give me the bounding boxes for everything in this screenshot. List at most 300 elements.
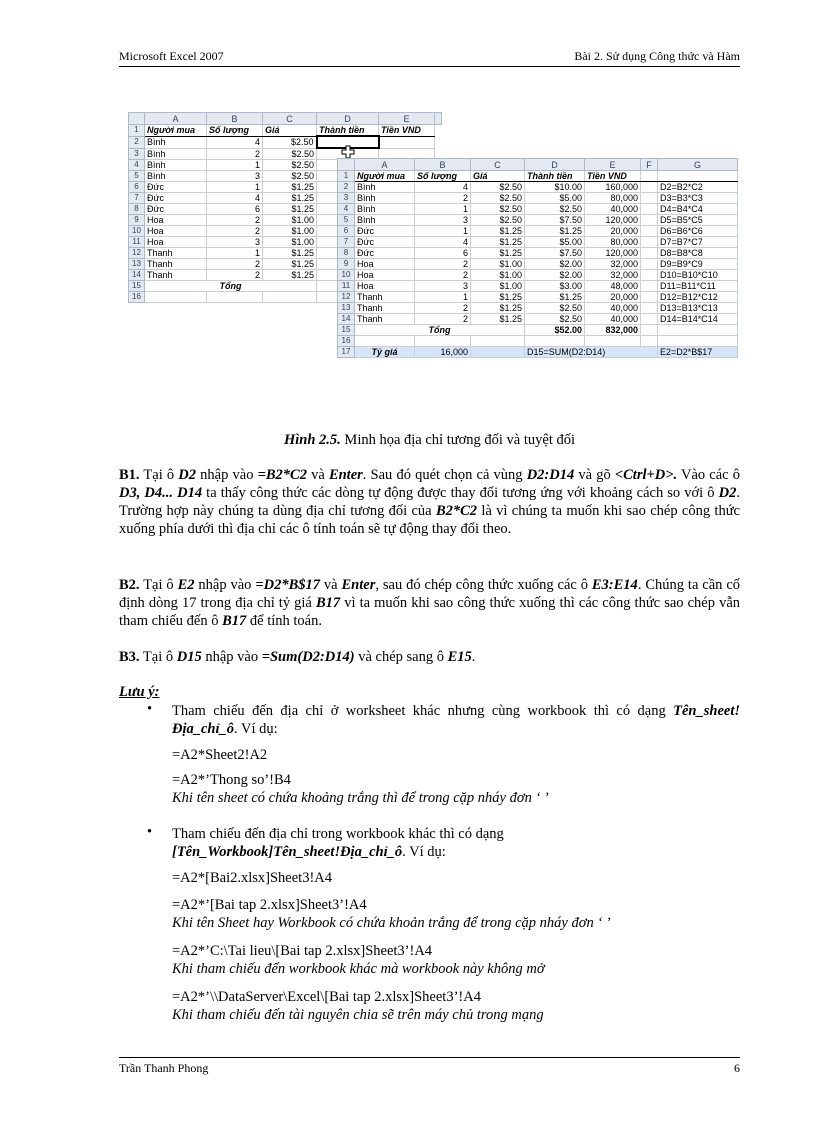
bullet2-tail: . Ví dụ: (402, 844, 446, 860)
column-header[interactable]: F (641, 159, 658, 171)
sheet-cell[interactable] (641, 215, 658, 226)
sheet-cell[interactable] (641, 193, 658, 204)
sheet-cell[interactable]: $2.50 (525, 314, 585, 325)
example-1: =A2*Sheet2!A2 (172, 747, 268, 763)
sheet-cell[interactable]: $52.00 (525, 325, 585, 336)
sheet-cell[interactable]: 1 (415, 226, 471, 237)
column-header (435, 113, 442, 125)
sheet-cell[interactable] (207, 292, 263, 303)
sheet-cell[interactable]: $1.25 (263, 193, 317, 204)
sheet-cell[interactable]: 1 (207, 248, 263, 259)
row-header[interactable]: 7 (129, 193, 145, 204)
sheet-cell[interactable]: $2.50 (263, 171, 317, 182)
b1-text: . Sau đó quét chọn cả vùng (362, 467, 527, 483)
row-header[interactable]: 4 (338, 204, 355, 215)
sheet-cell[interactable]: $7.50 (525, 215, 585, 226)
b2-cell: B17 (222, 613, 247, 629)
row-header[interactable]: 8 (129, 204, 145, 215)
sheet-cell[interactable]: 20,000 (585, 226, 641, 237)
b1-label: B1. (119, 467, 140, 483)
sheet-cell[interactable]: $1.25 (471, 292, 525, 303)
step-b2 (119, 576, 740, 630)
sheet-cell[interactable]: $2.50 (471, 182, 525, 193)
row-header[interactable]: 11 (338, 281, 355, 292)
sheet-cell[interactable]: $7.50 (525, 248, 585, 259)
example-note-1: Khi tên sheet có chứa khoảng trắng thì để trong cặp nháy đơn ‘ ’ (172, 790, 549, 806)
sheet-cell[interactable]: 2 (415, 270, 471, 281)
sheet-cell[interactable]: Đức (145, 182, 207, 193)
sheet-cell[interactable]: $1.25 (263, 259, 317, 270)
row-header[interactable]: 13 (338, 303, 355, 314)
sheet-cell[interactable]: D13=B13*C13 (658, 303, 738, 314)
sheet-cell[interactable]: E2=D2*B$17 (658, 347, 738, 358)
sheet-row (338, 347, 738, 358)
header-right: Bài 2. Sử dụng Công thức và Hàm (574, 49, 740, 63)
select-all-corner[interactable] (129, 113, 145, 125)
sheet-cell[interactable]: Tổng (145, 281, 317, 292)
row-header[interactable]: 6 (338, 226, 355, 237)
b1-cell: D2 (178, 467, 197, 483)
sheet-cell[interactable] (641, 281, 658, 292)
column-header[interactable]: E (379, 113, 435, 125)
b2-text: vì ta muốn khi sao công thức xuống thì các công thức sao chép vẫn tham chiếu đến ô (119, 595, 741, 629)
sheet-cell[interactable]: 832,000 (585, 325, 641, 336)
sheet-cell[interactable]: 2 (207, 270, 263, 281)
sheet-cell[interactable]: Tỷ giá (355, 347, 415, 358)
row-header[interactable]: 1 (338, 171, 355, 182)
sheet-cell[interactable]: D10=B10*C10 (658, 270, 738, 281)
row-header[interactable]: 1 (129, 125, 145, 137)
sheet-cell[interactable]: 2 (415, 193, 471, 204)
column-header[interactable]: D (317, 113, 379, 125)
sheet-cell[interactable]: $1.00 (471, 270, 525, 281)
b2-formula: =D2*B$17 (255, 577, 320, 593)
caption-text: Minh họa địa chỉ tương đối và tuyệt đối (340, 432, 575, 448)
sheet-cell[interactable] (641, 182, 658, 193)
row-header[interactable]: 14 (338, 314, 355, 325)
sheet-cell[interactable]: D6=B6*C6 (658, 226, 738, 237)
b1-formula: =B2*C2 (257, 467, 307, 483)
sheet-cell[interactable]: Thanh (145, 259, 207, 270)
sheet-row (338, 314, 738, 325)
sheet-cell[interactable]: 80,000 (585, 237, 641, 248)
sheet-cell[interactable] (641, 303, 658, 314)
select-all-corner[interactable] (338, 159, 355, 171)
sheet-cell[interactable]: 160,000 (585, 182, 641, 193)
sheet-cell[interactable]: $2.50 (525, 204, 585, 215)
sheet-cell[interactable] (415, 336, 471, 347)
sheet-cell[interactable]: $1.25 (525, 292, 585, 303)
b3-text: Tại ô (139, 649, 177, 665)
sheet-cell[interactable]: Đức (145, 204, 207, 215)
row-header[interactable]: 13 (129, 259, 145, 270)
sheet-cell[interactable]: Hoa (145, 215, 207, 226)
sheet-row (338, 215, 738, 226)
sheet-cell[interactable]: Người mua (145, 125, 207, 137)
sheet-row (338, 171, 738, 182)
sheet-cell[interactable]: 3 (415, 281, 471, 292)
sheet-cell[interactable]: Bình (145, 171, 207, 182)
b1-range: D2:D14 (526, 467, 575, 483)
column-header[interactable]: E (585, 159, 641, 171)
sheet-row (338, 193, 738, 204)
sheet-cell[interactable] (641, 292, 658, 303)
row-header[interactable]: 16 (338, 336, 355, 347)
sheet-cell[interactable]: Thanh (145, 248, 207, 259)
sheet-cell[interactable]: $1.25 (263, 270, 317, 281)
sheet-cell[interactable]: Bình (145, 160, 207, 171)
sheet-cell[interactable]: Đức (145, 193, 207, 204)
b1-text: Vào các ô (677, 467, 741, 483)
sheet-cell[interactable]: 3 (207, 171, 263, 182)
sheet-cell[interactable]: Tổng (355, 325, 525, 336)
sheet-cell[interactable]: 2 (207, 215, 263, 226)
sheet-cell[interactable] (641, 325, 658, 336)
caption-label: Hình 2.5. (283, 432, 341, 448)
sheet-cell[interactable] (641, 336, 658, 347)
note-title: Lưu ý: (119, 684, 160, 700)
sheet-cell[interactable]: $1.00 (471, 259, 525, 270)
b1-text: và gõ (574, 467, 615, 483)
sheet-cell[interactable]: $1.00 (471, 281, 525, 292)
example-note-4: Khi tham chiếu đến tài nguyên chia sẽ trên máy chủ trong mạng (172, 1007, 544, 1023)
row-header[interactable]: 10 (129, 226, 145, 237)
sheet-cell[interactable]: 1 (207, 182, 263, 193)
sheet-row (338, 270, 738, 281)
sheet-cell[interactable]: $3.00 (525, 281, 585, 292)
sheet-cell[interactable]: Giá (263, 125, 317, 137)
sheet-cell[interactable]: $2.50 (263, 148, 317, 160)
row-header[interactable]: 5 (129, 171, 145, 182)
sheet-cell[interactable]: Số lượng (207, 125, 263, 137)
bullet1-form: Tên_sheet!Địa_chỉ_ô (172, 703, 740, 737)
sheet-cell[interactable]: Người mua (355, 171, 415, 182)
b3-text: và chép sang ô (354, 649, 448, 665)
b1-text: và (306, 467, 329, 483)
example-note-3: Khi tham chiếu đến workbook khác mà workbook này không mở (172, 961, 545, 977)
sheet-cell[interactable]: $1.25 (471, 314, 525, 325)
sheet-cell[interactable]: D4=B4*C4 (658, 204, 738, 215)
b2-text: Tại ô (139, 577, 178, 593)
sheet-cell[interactable]: Bình (145, 136, 207, 148)
sheet-cell[interactable]: 2 (207, 148, 263, 160)
sheet-cell[interactable]: 20,000 (585, 292, 641, 303)
sheet-cell[interactable] (641, 259, 658, 270)
row-header[interactable]: 3 (338, 193, 355, 204)
sheet-cell[interactable]: 16,000 (415, 347, 471, 358)
b1-text: là vì chúng ta muốn khi sao chép công thức xuống phía dưới thì địa chỉ các ô tính toán sẽ tự động thay đổi theo. (119, 503, 740, 537)
row-header[interactable]: 2 (129, 136, 145, 148)
sheet-cell[interactable]: Thanh (355, 303, 415, 314)
sheet-cell[interactable] (585, 336, 641, 347)
sheet-row (338, 182, 738, 193)
row-header[interactable]: 17 (338, 347, 355, 358)
column-header-row (129, 113, 442, 125)
sheet-cell[interactable]: Bình (145, 148, 207, 160)
sheet-cell[interactable]: $2.50 (263, 160, 317, 171)
sheet-cell[interactable] (471, 336, 525, 347)
example-6: =A2*’\\DataServer\Excel\[Bai tap 2.xlsx]Sheet3’!A4 (172, 989, 481, 1005)
b1-cell: D2 (718, 485, 737, 501)
sheet-cell[interactable]: 2 (415, 259, 471, 270)
bullet-icon: • (147, 824, 153, 840)
column-header[interactable]: C (471, 159, 525, 171)
sheet-cell[interactable]: D3=B3*C3 (658, 193, 738, 204)
sheet-cell[interactable]: 120,000 (585, 215, 641, 226)
column-header[interactable]: G (658, 159, 738, 171)
row-header[interactable]: 4 (129, 160, 145, 171)
sheet-cell[interactable]: $2.50 (471, 193, 525, 204)
row-header[interactable]: 7 (338, 237, 355, 248)
sheet-cell[interactable] (263, 292, 317, 303)
sheet-cell[interactable]: Đức (355, 237, 415, 248)
sheet-cell[interactable]: D11=B11*C11 (658, 281, 738, 292)
b1-shortcut: <Ctrl+D>. (614, 467, 678, 483)
row-header[interactable]: 12 (129, 248, 145, 259)
sheet-cell[interactable]: 32,000 (585, 270, 641, 281)
column-header-row (338, 159, 738, 171)
sheet-cell[interactable]: Bình (355, 215, 415, 226)
sheet-cell[interactable]: D5=B5*C5 (658, 215, 738, 226)
sheet-cell[interactable]: Thanh (355, 292, 415, 303)
sheet-row (338, 237, 738, 248)
sheet-cell[interactable]: $2.00 (525, 259, 585, 270)
sheet-cell[interactable]: 1 (207, 160, 263, 171)
sheet-cell[interactable]: Giá (471, 171, 525, 182)
column-header[interactable]: D (525, 159, 585, 171)
sheet-cell[interactable] (658, 325, 738, 336)
sheet-cell[interactable]: Hoa (355, 281, 415, 292)
sheet-cell[interactable]: Hoa (145, 237, 207, 248)
sheet-cell[interactable]: 40,000 (585, 204, 641, 215)
sheet-cell[interactable] (641, 314, 658, 325)
sheet-cell[interactable]: 2 (207, 226, 263, 237)
sheet-cell[interactable]: $1.00 (263, 226, 317, 237)
sheet-cell[interactable]: Thanh (145, 270, 207, 281)
row-header[interactable]: 15 (338, 325, 355, 336)
sheet-cell[interactable]: 4 (415, 182, 471, 193)
sheet-cell[interactable]: $2.50 (263, 136, 317, 148)
sheet-cell[interactable]: Thanh (355, 314, 415, 325)
sheet-cell[interactable]: Đức (355, 248, 415, 259)
sheet-cell[interactable]: 80,000 (585, 193, 641, 204)
b1-cells: D3, D4... D14 (119, 485, 203, 501)
step-b1 (119, 466, 740, 538)
sheet-row (338, 248, 738, 259)
b3-cell: D15 (176, 649, 202, 665)
sheet-cell[interactable]: Bình (355, 204, 415, 215)
sheet-cell[interactable]: $2.50 (525, 303, 585, 314)
sheet-cell[interactable] (525, 336, 585, 347)
sheet-cell[interactable]: D15=SUM(D2:D14) (525, 347, 658, 358)
column-header[interactable]: C (263, 113, 317, 125)
b2-key: Enter (341, 577, 376, 593)
sheet-cell[interactable] (658, 171, 738, 182)
sheet-cell[interactable]: D2=B2*C2 (658, 182, 738, 193)
bullet2-form-line (172, 843, 446, 861)
header-left: Microsoft Excel 2007 (119, 49, 224, 63)
sheet-cell[interactable]: 6 (415, 248, 471, 259)
b2-text: nhập vào (194, 577, 256, 593)
sheet-cell[interactable]: 4 (207, 193, 263, 204)
page-footer (119, 1057, 740, 1075)
sheet-cell[interactable]: $5.00 (525, 193, 585, 204)
b2-text: để tính toán. (246, 613, 322, 629)
spreadsheet-after (337, 158, 738, 358)
sheet-cell[interactable]: 6 (207, 204, 263, 215)
sheet-cell[interactable]: 3 (207, 237, 263, 248)
row-header[interactable]: 16 (129, 292, 145, 303)
page-number: 6 (734, 1061, 740, 1075)
b2-label: B2. (119, 577, 140, 593)
sheet-cell[interactable] (145, 292, 207, 303)
row-header[interactable]: 8 (338, 248, 355, 259)
bullet1-tail: . Ví dụ: (234, 721, 278, 737)
sheet-cell[interactable]: $1.25 (471, 303, 525, 314)
sheet-cell[interactable]: Tiền VND (379, 125, 435, 137)
sheet-cell[interactable] (355, 336, 415, 347)
sheet-row (338, 281, 738, 292)
row-header[interactable]: 2 (338, 182, 355, 193)
bullet2-form: [Tên_Workbook]Tên_sheet!Địa_chỉ_ô (172, 844, 403, 860)
b1-formula: B2*C2 (435, 503, 478, 519)
b1-text: . Trường hợp này chúng ta dùng địa chỉ tương đối của (119, 485, 740, 519)
sheet-cell[interactable]: Tiền VND (585, 171, 641, 182)
sheet-cell[interactable]: D8=B8*C8 (658, 248, 738, 259)
sheet-cell[interactable] (641, 237, 658, 248)
sheet-cell[interactable] (658, 336, 738, 347)
step-b3 (119, 648, 740, 666)
note-bullet-1 (172, 702, 740, 738)
example-2: =A2*’Thong so’!B4 (172, 772, 291, 788)
sheet-row (338, 204, 738, 215)
sheet-cell[interactable] (379, 136, 435, 148)
sheet-row (129, 136, 442, 148)
example-4: =A2*’[Bai tap 2.xlsx]Sheet3’!A4 (172, 897, 367, 913)
sheet-cell[interactable]: $5.00 (525, 237, 585, 248)
row-header[interactable]: 12 (338, 292, 355, 303)
sheet-cell[interactable]: 2 (207, 259, 263, 270)
row-header[interactable]: 3 (129, 148, 145, 160)
row-header[interactable]: 10 (338, 270, 355, 281)
sheet-cell[interactable]: 4 (415, 237, 471, 248)
sheet-cell[interactable]: 48,000 (585, 281, 641, 292)
sheet-cell[interactable]: $2.50 (471, 204, 525, 215)
sheet-cell[interactable]: Bình (355, 182, 415, 193)
b2-range: E3:E14 (591, 577, 638, 593)
row-header[interactable]: 15 (129, 281, 145, 292)
sheet-cell[interactable]: $1.25 (471, 226, 525, 237)
row-header[interactable]: 6 (129, 182, 145, 193)
sheet-cell[interactable]: $2.50 (471, 215, 525, 226)
sheet-cell[interactable]: 120,000 (585, 248, 641, 259)
sheet-cell[interactable]: Số lượng (415, 171, 471, 182)
column-header[interactable]: B (415, 159, 471, 171)
sheet-cell[interactable]: $1.25 (471, 248, 525, 259)
b2-cell: B17 (315, 595, 341, 611)
sheet-cell[interactable]: $1.25 (263, 248, 317, 259)
sheet-row (338, 292, 738, 303)
b2-text: . Chúng ta cần cố định dòng 17 trong địa chỉ tỷ giá (119, 577, 740, 611)
sheet-cell[interactable]: Hoa (355, 270, 415, 281)
b2-cell: E2 (177, 577, 195, 593)
example-3: =A2*[Bai2.xlsx]Sheet3!A4 (172, 870, 333, 886)
sheet-cell[interactable]: $1.00 (263, 237, 317, 248)
sheet-cell[interactable]: Hoa (145, 226, 207, 237)
b2-text: và (320, 577, 342, 593)
sheet-cell[interactable]: 4 (207, 136, 263, 148)
sheet-cell[interactable]: $2.00 (525, 270, 585, 281)
column-header[interactable]: A (355, 159, 415, 171)
sheet-cell[interactable]: Đức (355, 226, 415, 237)
b3-text: nhập vào (201, 649, 262, 665)
b1-text: ta thấy công thức các dòng tự động được thay đổi tương ứng với khoảng cách so với ô (202, 485, 719, 501)
sheet-cell[interactable]: $1.25 (525, 226, 585, 237)
sheet-cell[interactable]: Hoa (355, 259, 415, 270)
bullet1-text: Tham chiếu đến địa chỉ ở worksheet khác nhưng cùng workbook thì có dạng (172, 703, 674, 719)
b3-cell: E15 (447, 649, 472, 665)
row-header[interactable]: 5 (338, 215, 355, 226)
sheet-cell[interactable]: D7=B7*C7 (658, 237, 738, 248)
example-note-2: Khi tên Sheet hay Workbook có chứa khoản trắng để trong cặp nháy đơn ‘ ’ (172, 915, 611, 931)
b2-text: , sau đó chép công thức xuống các ô (375, 577, 592, 593)
row-header[interactable]: 9 (338, 259, 355, 270)
b3-label: B3. (119, 649, 140, 665)
sheet-cell[interactable]: 2 (415, 303, 471, 314)
row-header[interactable]: 14 (129, 270, 145, 281)
sheet-cell[interactable]: Thành tiền (525, 171, 585, 182)
sheet-cell[interactable]: 40,000 (585, 314, 641, 325)
sheet-cell[interactable]: $1.00 (263, 215, 317, 226)
sheet-cell[interactable]: $1.25 (471, 237, 525, 248)
sheet-cell[interactable]: 2 (415, 314, 471, 325)
sheet-row (338, 325, 738, 336)
sheet-cell[interactable]: 1 (415, 292, 471, 303)
b1-text: nhập vào (196, 467, 258, 483)
sheet-row (338, 259, 738, 270)
sheet-cell[interactable]: 40,000 (585, 303, 641, 314)
sheet-cell[interactable]: $1.25 (263, 182, 317, 193)
sheet-row (338, 303, 738, 314)
sheet-cell[interactable]: Thành tiền (317, 125, 379, 137)
b3-text: . (471, 649, 476, 665)
bullet-icon: • (147, 701, 153, 717)
sheet-cell[interactable] (641, 171, 658, 182)
footer-author: Trần Thanh Phong (119, 1061, 209, 1075)
sheet-cell[interactable]: 32,000 (585, 259, 641, 270)
sheet-cell[interactable]: D12=B12*C12 (658, 292, 738, 303)
bullet2-text: Tham chiếu đến địa chỉ trong workbook khác thì có dạng (172, 826, 504, 842)
sheet-cell[interactable]: D9=B9*C9 (658, 259, 738, 270)
sheet-cell[interactable]: 3 (415, 215, 471, 226)
b1-text: Tại ô (139, 467, 179, 483)
column-header[interactable]: B (207, 113, 263, 125)
sheet-cell[interactable] (471, 347, 525, 358)
sheet-cell[interactable] (641, 226, 658, 237)
b1-key: Enter (328, 467, 363, 483)
row-header[interactable]: 11 (129, 237, 145, 248)
sheet-cell[interactable]: D14=B14*C14 (658, 314, 738, 325)
sheet-cell[interactable]: $10.00 (525, 182, 585, 193)
sheet-cell[interactable] (641, 248, 658, 259)
sheet-cell[interactable] (641, 270, 658, 281)
sheet-cell[interactable]: $1.25 (263, 204, 317, 215)
sheet-cell[interactable] (641, 204, 658, 215)
sheet-cell[interactable]: 1 (415, 204, 471, 215)
sheet-cell[interactable]: Bình (355, 193, 415, 204)
column-header[interactable]: A (145, 113, 207, 125)
row-header[interactable]: 9 (129, 215, 145, 226)
